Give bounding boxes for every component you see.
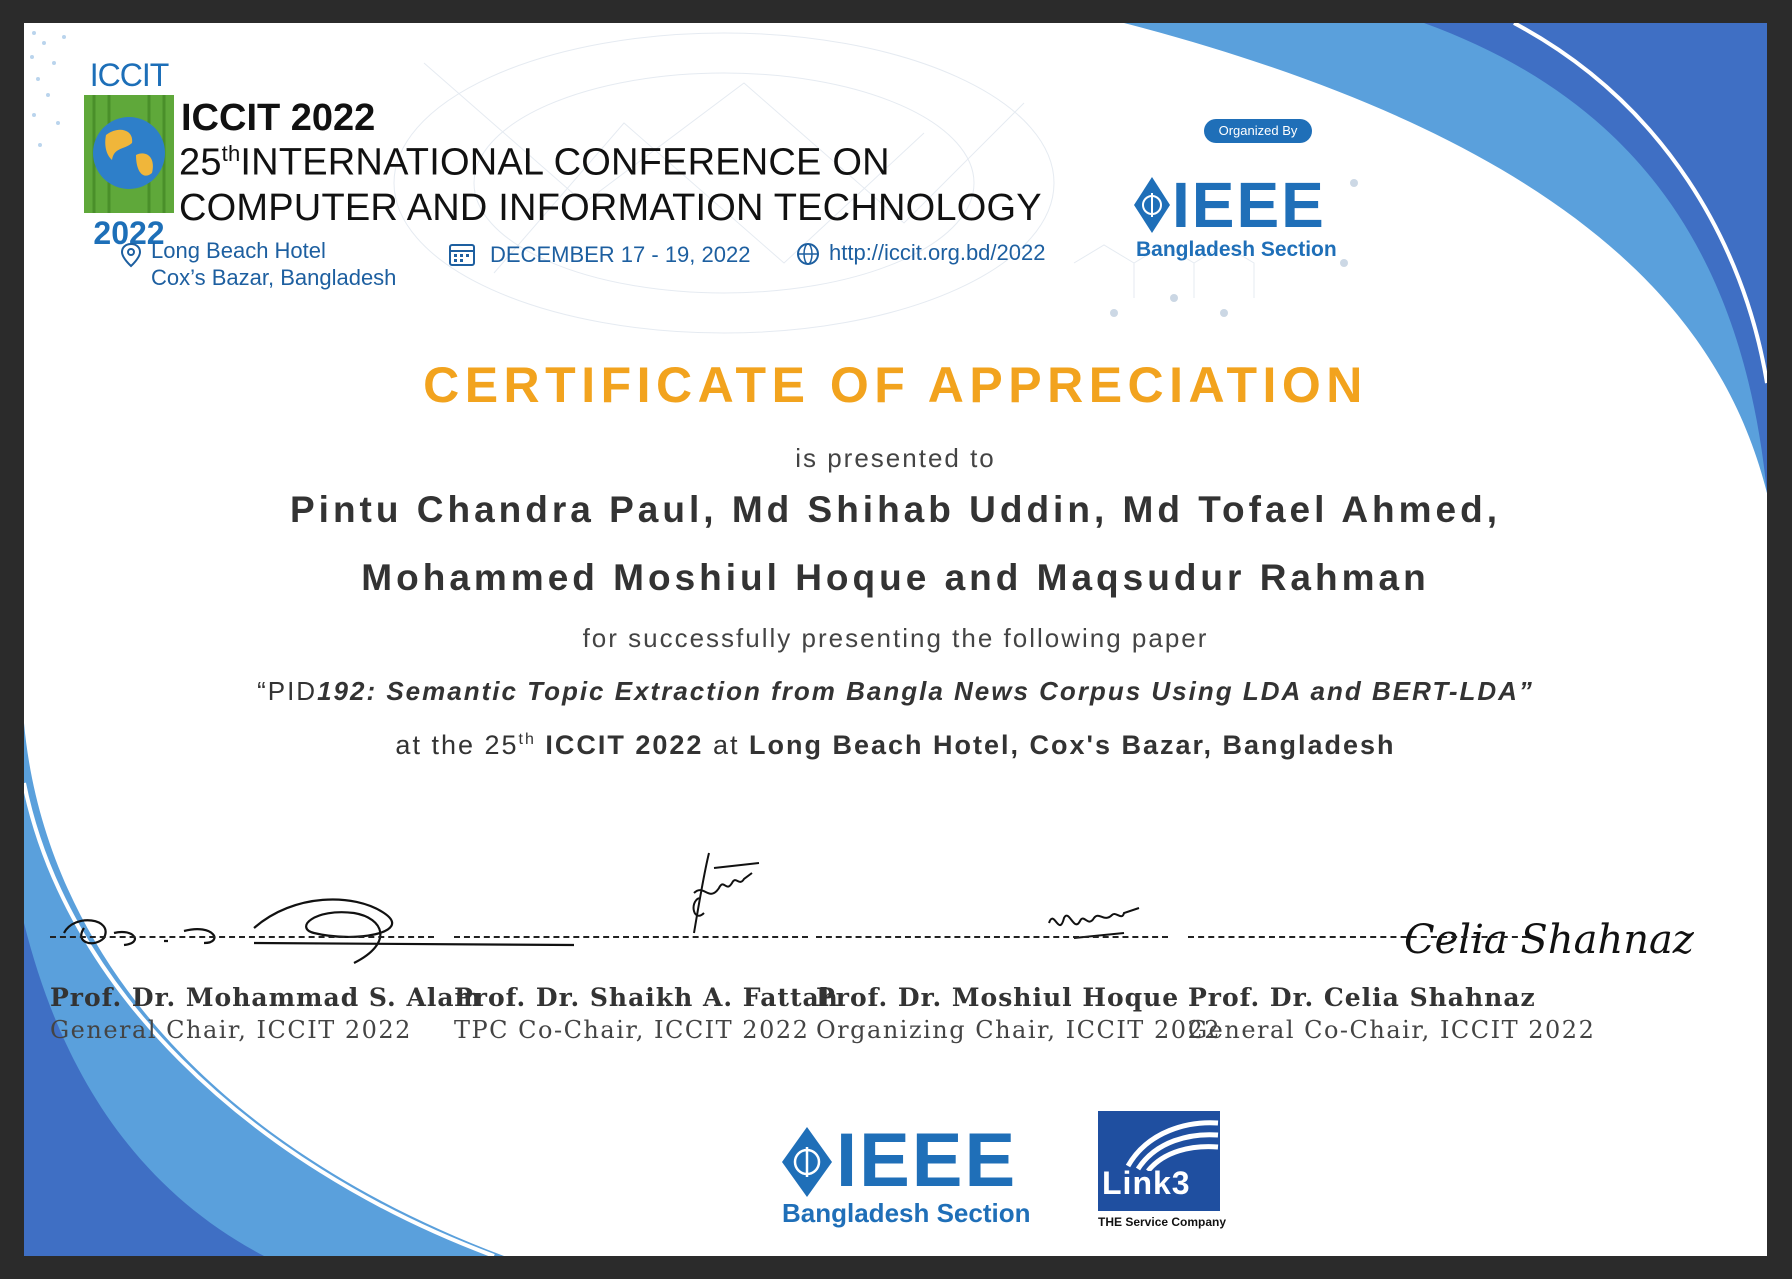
- signature-alam: [54, 873, 594, 983]
- ieee-diamond-icon: [1132, 173, 1172, 237]
- globe-icon: [796, 242, 820, 266]
- link3-text: Link3: [1102, 1165, 1191, 1201]
- venue-line-2: Cox’s Bazar, Bangladesh: [151, 265, 397, 290]
- for-text: for successfully presenting the following paper: [582, 623, 1209, 653]
- conference-line-1: [179, 141, 890, 185]
- website-link[interactable]: http://iccit.org.bd/2022: [829, 240, 1046, 265]
- venue-ordinal-suffix: th: [518, 731, 536, 748]
- venue-conference: ICCIT 2022: [545, 730, 704, 760]
- calendar-icon: [448, 241, 476, 267]
- footer-ieee-logo: IEEE: [836, 1118, 1018, 1203]
- conference-name: ICCIT 2022: [181, 97, 376, 139]
- logo-bottom-text: 2022: [93, 215, 165, 251]
- signature-line-4: [1188, 936, 1528, 938]
- location-pin-icon: [120, 242, 142, 268]
- signatory-name-1: Prof. Dr. Mohammad S. Alam: [50, 983, 483, 1012]
- venue-at: at: [712, 730, 740, 760]
- certificate-page: [24, 23, 1767, 1256]
- conference-line-1-text: INTERNATIONAL CONFERENCE ON: [240, 141, 890, 184]
- paper-title: 192: Semantic Topic Extraction from Bangla News Corpus Using LDA and BERT-LDA”: [317, 676, 1534, 706]
- ordinal-number: 25: [179, 141, 222, 184]
- footer-ieee-section: Bangladesh Section: [782, 1198, 1031, 1228]
- link3-swoosh-icon: [1098, 1111, 1220, 1171]
- link3-tagline: THE Service Company: [1098, 1215, 1227, 1229]
- venue-prefix: at the 25: [395, 730, 519, 760]
- certificate-title: CERTIFICATE OF APPRECIATION: [423, 357, 1368, 413]
- presented-to-text: is presented to: [795, 443, 996, 473]
- signatory-role-2: TPC Co-Chair, ICCIT 2022: [454, 1016, 810, 1044]
- signatory-name-4: Prof. Dr. Celia Shahnaz: [1188, 983, 1536, 1012]
- organized-by-badge: Organized By: [1204, 119, 1312, 143]
- signatory-role-3: Organizing Chair, ICCIT 2022: [816, 1016, 1222, 1044]
- signature-line-3: [816, 936, 1168, 938]
- recipient-names-line-2: Mohammed Moshiul Hoque and Maqsudur Rahman: [361, 557, 1430, 598]
- footer-ieee-diamond-icon: [780, 1123, 834, 1201]
- iccit-logo: [74, 57, 184, 251]
- signatory-role-4: General Co-Chair, ICCIT 2022: [1188, 1016, 1596, 1044]
- signatory-role-1: General Chair, ICCIT 2022: [50, 1016, 412, 1044]
- organizer-logo-text: IEEE: [1172, 169, 1326, 241]
- recipient-names-line-1: Pintu Chandra Paul, Md Shihab Uddin, Md Tofael Ahmed,: [290, 489, 1501, 530]
- signatory-name-2: Prof. Dr. Shaikh A. Fattah: [454, 983, 839, 1012]
- conference-line-2: COMPUTER AND INFORMATION TECHNOLOGY: [179, 187, 1042, 229]
- signature-hoque: [1044, 893, 1154, 953]
- venue-line-1: Long Beach Hotel: [151, 238, 326, 263]
- venue-place: Long Beach Hotel, Cox's Bazar, Bangladesh: [749, 730, 1396, 760]
- paper-title-line: [24, 676, 1767, 707]
- globe-logo-icon: [84, 95, 174, 213]
- logo-top-text: ICCIT: [89, 57, 169, 93]
- ordinal-suffix: th: [221, 141, 241, 166]
- link3-logo: [1098, 1111, 1220, 1211]
- signatory-name-3: Prof. Dr. Moshiul Hoque: [816, 983, 1180, 1012]
- signature-line-2: [454, 936, 808, 938]
- organizer-section: Bangladesh Section: [1136, 238, 1337, 261]
- signature-shahnaz: [1394, 903, 1754, 983]
- paper-id-prefix: “PID: [257, 676, 318, 706]
- conference-dates: DECEMBER 17 - 19, 2022: [490, 242, 751, 267]
- venue-line: [24, 730, 1767, 761]
- signature-line-1: [50, 936, 434, 938]
- signature-shahnaz-text: Celia Shahnaz: [1404, 917, 1694, 963]
